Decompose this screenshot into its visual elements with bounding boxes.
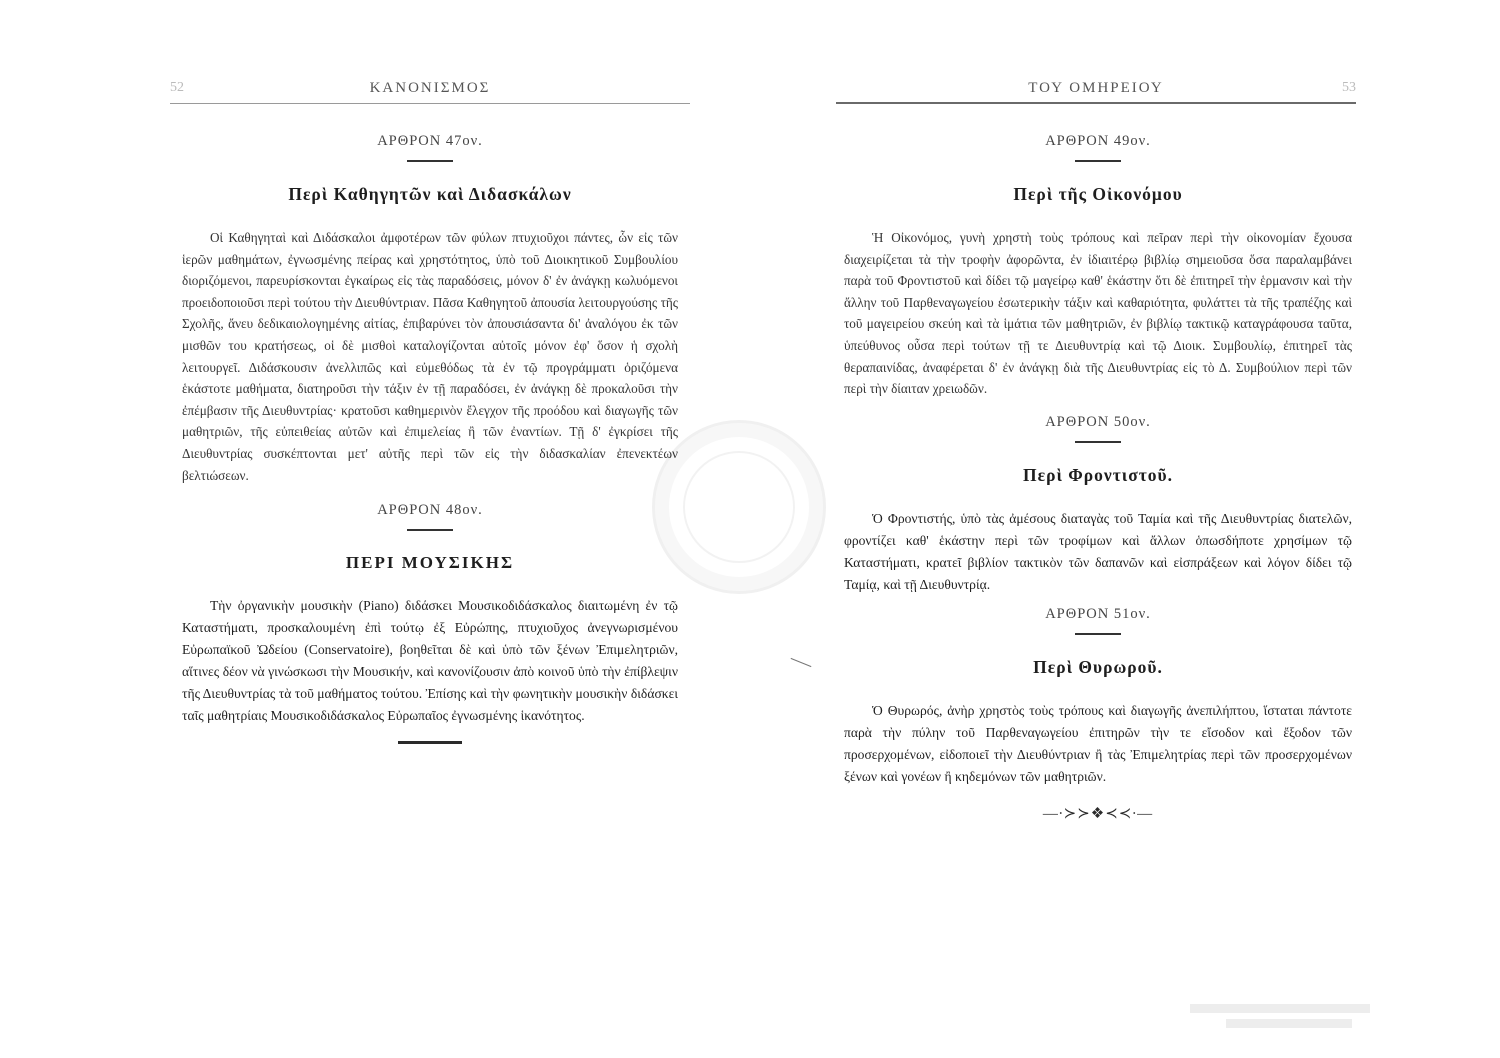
section-title: Περὶ τῆς Οἰκονόμου xyxy=(1013,184,1183,204)
right-running-title: ΤΟΥ ΟΜΗΡΕΙΟΥ xyxy=(1028,80,1164,96)
article-label: ΑΡΘΡΟΝ 47ον. xyxy=(377,133,483,149)
section-title: Περὶ Καθηγητῶν καὶ Διδασκάλων xyxy=(288,184,572,204)
article-paragraph: Ὁ Φροντιστής, ὑπὸ τὰς ἀμέσους διαταγὰς τοῦ Ταμία καὶ τῆς Διευθυντρίας διατελῶν, φροντίζει καθ' ἑκάστην περὶ τῶν τροφίμων καὶ ἄλλων ὁπωσδήποτε χρησίμων τῷ Καταστήματι, κρατεῖ βιβλίον τακτικὸν τῶν δαπανῶν καὶ εἰσπράξεων καὶ λόγον δίδει τῷ Ταμίᾳ, καὶ τῇ Διευθυντρίᾳ. xyxy=(844,510,1352,592)
left-page-body xyxy=(182,125,678,744)
pencil-mark xyxy=(791,658,812,667)
right-page-body xyxy=(844,125,1352,823)
divider-rule xyxy=(1075,160,1121,162)
section-title: Περὶ Φροντιστοῦ. xyxy=(1023,464,1173,485)
section-title: Περὶ Θυρωροῦ. xyxy=(1033,656,1163,677)
article-paragraph: Ἡ Οἰκονόμος, γυνὴ χρηστὴ τοὺς τρόπους καὶ πεῖραν περὶ τὴν οἰκονομίαν ἔχουσα διαχειρίζεται τὰ τὴν τροφὴν ἀφορῶντα, ἐν ἰδιαιτέρῳ βιβλίῳ σημειοῦσα ὅσα παραλαμβάνει παρὰ τοῦ Φροντιστοῦ καὶ δίδει τῷ μαγείρῳ καθ' ἑκάστην ὅτι δὲ ἐπιτηρεῖ τὴν ἑρμανσιν καὶ τὴν ἄλλην τοῦ Παρθεναγωγείου ἐσωτερικὴν τάξιν καὶ καθαριότητα, φυλάττει τὰ τῆς τραπέζης καὶ τοῦ μαγειρείου σκεύη καὶ τὰ ἱμάτια τῶν μαθητριῶν, ἐν βιβλίῳ τακτικῷ καταγράφουσα ταῦτα, ὑπεύθυνος οὖσα περὶ τούτων τῇ τε Διευθυντρίᾳ καὶ τῷ Διοικ. Συμβουλίῳ, ἐπιτηρεῖ τὰς θεραπαινίδας, ἀναφέρεται δ' ἐν ἀνάγκῃ διὰ τῆς Διευθυντρίας εἰς τὸ Δ. Συμβούλιον περὶ τῶν περὶ τὴν δίαιταν χρειωδῶν. xyxy=(844,230,1352,397)
header-rule xyxy=(836,102,1356,104)
right-page xyxy=(836,0,1356,1058)
divider-rule xyxy=(1075,633,1121,635)
header-rule xyxy=(170,103,690,104)
divider-rule xyxy=(407,160,453,162)
divider-rule xyxy=(1075,441,1121,443)
end-ornament: —∙≻≻❖≺≺∙— xyxy=(1042,805,1154,822)
article-label: ΑΡΘΡΟΝ 48ον. xyxy=(377,502,483,519)
right-page-number: 53 xyxy=(1342,80,1356,95)
left-running-head xyxy=(170,78,690,104)
article-paragraph: Τὴν ὀργανικὴν μουσικὴν (Piano) διδάσκει Μουσικοδιδάσκαλος διαιτωμένη ἐν τῷ Καταστήματι, προσκαλουμένη ἐπὶ τούτῳ ἐξ Εὐρώπης, πτυχιοῦχος ἀνεγνωρισμένου Εὐρωπαϊκοῦ Ὠδείου (Conservatoire), βοηθεῖται δὲ καὶ ὑπὸ τῶν ξένων Ἐπιμελητριῶν, αἵτινες δέον νὰ γινώσκωσι τὴν Μουσικήν, καὶ κανονίζουσιν ἀπὸ κοινοῦ ὑπὸ τὴν ἐπίβλεψιν τῆς Διευθυντρίας τὰ τοῦ μαθήματος τούτου. Ἐπίσης καὶ τὴν φωνητικὴν μουσικὴν διδάσκει ταῖς μαθητρίαις Μουσικοδιδάσκαλος Εὐρωπαῖος ἐγνωσμένης ἱκανότητος. xyxy=(182,598,678,724)
article-label: ΑΡΘΡΟΝ 50ον. xyxy=(1045,413,1151,430)
article-label: ΑΡΘΡΟΝ 51ον. xyxy=(1045,605,1151,622)
section-title: ΠΕΡΙ ΜΟΥΣΙΚΗΣ xyxy=(345,553,515,573)
left-running-title: ΚΑΝΟΝΙΣΜΟΣ xyxy=(369,80,491,96)
left-page-number: 52 xyxy=(170,80,184,95)
right-running-head xyxy=(836,78,1356,104)
left-page xyxy=(170,0,690,1058)
end-rule xyxy=(398,741,462,744)
faded-library-stamp xyxy=(1190,998,1370,1042)
divider-rule xyxy=(407,529,453,531)
article-paragraph: Οἱ Καθηγηταὶ καὶ Διδάσκαλοι ἀμφοτέρων τῶν φύλων πτυχιοῦχοι πάντες, ὧν εἰς τῶν ἱερῶν μαθημάτων, ἐγνωσμένης πείρας καὶ χρηστότητος, ὑπὸ τοῦ Διοικητικοῦ Συμβουλίου διοριζόμενοι, παρευρίσκονται ἐγκαίρως εἰς τὰς παραδόσεις, μόνον δ' ἐν ἀνάγκῃ κωλυόμενοι προειδοποιοῦσι περὶ τούτου τὴν Διευθύντριαν. Πᾶσα Καθηγητοῦ ἀπουσία λειτουργούσης τῆς Σχολῆς, ἄνευ δεδικαιολογημένης αἰτίας, ἐπιβαρύνει τὸν ἀπουσιάσαντα δι' ἀναλόγου ἐκ τῶν μισθῶν του κρατήσεως, οἱ δὲ μισθοὶ καταλογίζονται αὐτοῖς μόνον ἐφ' ὅσον ἡ σχολὴ λειτουργεῖ. Διδάσκουσιν ἀνελλιπῶς καὶ εὐμεθόδως τὰ ἐν τῷ προγράμματι ὁριζόμενα ἑκάστοτε μαθήματα, διατηροῦσι τὴν τάξιν ἐν τῇ παραδόσει, ἐν ἀνάγκῃ δὲ προκαλοῦσι τὴν ἐπέμβασιν τῆς Διευθυντρίας· κρατοῦσι καθημερινὸν ἔλεγχον τῆς προόδου καὶ διαγωγῆς τῶν μαθητριῶν, τῆς εὐπειθείας αὐτῶν καὶ ἐπιμελείας ἢ τῶν ἐναντίων. Τῇ δ' ἐγκρίσει τῆς Διευθυντρίας συσκέπτονται μετ' αὐτῆς περὶ τῶν εἰς τὴν διδασκαλίαν ἐπενεκτέων βελτιώσεων. xyxy=(182,230,678,483)
library-seal-watermark xyxy=(652,420,826,594)
article-label: ΑΡΘΡΟΝ 49ον. xyxy=(1045,133,1151,149)
article-paragraph: Ὁ Θυρωρός, ἀνὴρ χρηστὸς τοὺς τρόπους καὶ διαγωγῆς ἀνεπιλήπτου, ἵσταται πάντοτε παρὰ τὴν πύλην τοῦ Παρθεναγωγείου ἐπιτηρῶν τὴν τε εἴσοδον καὶ ἔξοδον τῶν προσερχομένων, εἰδοποιεῖ τὴν Διευθύντριαν ἢ τὰς Ἐπιμελητρίας περὶ τῶν προσερχομένων ξένων καὶ γονέων ἢ κηδεμόνων τῶν μαθητριῶν. xyxy=(844,702,1352,784)
